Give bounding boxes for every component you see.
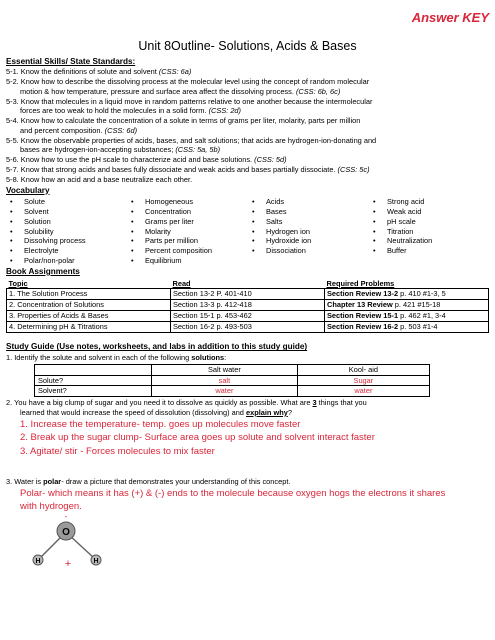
answer-line: 3. Agitate/ stir - Forces molecules to mix faster [20,445,215,457]
col-kool-aid: Kool- aid [297,364,429,375]
vocab-term: • Electrolyte [10,246,127,256]
answer-cell: water [152,386,298,397]
standard-item: 5-3. Know that molecules in a liquid move in random patterns relative to one another because the intermolecular [6,96,373,106]
topic-cell: 4. Determining pH & Titrations [7,322,171,333]
solute-solvent-table [34,364,430,397]
water-molecule-svg [26,514,116,584]
table-row [35,375,430,386]
read-cell: Section 13-2 P. 401-410 [171,289,325,300]
col-salt-water: Salt water [152,364,298,375]
vocab-term: • Grams per liter [131,217,248,227]
answer-cell: water [297,386,429,397]
standard-item: 5-1. Know the definitions of solute and solvent (CSS: 6a) [6,67,192,77]
standard-item: 5-7. Know that strong acids and bases fully dissociate and weak acids and bases partially dissociate. (CSS: 5c) [6,164,370,174]
oxygen-label: O [62,527,70,539]
page-title: Unit 8Outline- Solutions, Acids & Bases [138,39,357,53]
study-guide-heading: Study Guide (Use notes, worksheets, and labs in addition to this study guide) [6,342,308,352]
vocabulary-heading: Vocabulary [6,185,50,195]
answer-cell: Sugar [297,375,429,386]
vocab-term: • Salts [252,217,369,227]
question-3: 3. Water is polar- draw a picture that demonstrates your understanding of this concept. [6,477,291,487]
standard-item: 5-6. Know how to use the pH scale to characterize acid and base solutions. (CSS: 5d) [6,155,287,165]
vocab-term: • Buffer [373,246,483,256]
table-row [35,386,430,397]
vocab-term: • Molarity [131,227,248,237]
negative-charge-label: - [64,514,68,522]
vocab-term: • Solute [10,197,127,207]
vocab-column-3 [248,197,369,265]
answer-line: 1. Increase the temperature- temp. goes up molecules move faster [20,418,301,430]
topic-cell: 3. Properties of Acids & Bases [7,311,171,322]
vocab-term: • Concentration [131,207,248,217]
vocab-term: • Solubility [10,227,127,237]
topic-cell: 1. The Solution Process [7,289,171,300]
col-header-problems: Required Problems [325,279,489,289]
standard-item: 5-5. Know the observable properties of acids, bases, and salt solutions; that acids are hydrogen-ion-donating and [6,135,377,145]
read-cell: Section 13-3 p. 412-418 [171,300,325,311]
vocabulary-columns [6,197,489,265]
vocab-term: • pH scale [373,217,483,227]
question-3-answer: Polar- which means it has (+) & (-) ends to the molecule because oxygen hogs the electrons it shares with hydrogen. [20,488,446,512]
vocab-column-2 [127,197,248,265]
book-assignments-heading: Book Assignments [6,266,80,276]
answer-cell: salt [152,375,298,386]
standard-item: motion & how temperature, pressure and surface area affect the dissolving process. (CSS: 6b, 6c) [20,86,341,96]
vocab-term: • Dissolving process [10,236,127,246]
vocab-term: • Strong acid [373,197,483,207]
table-row [7,311,489,322]
vocab-term: • Polar/non-polar [10,256,127,266]
vocab-term: • Acids [252,197,369,207]
standards-list [6,67,489,184]
standard-item: 5-4. Know how to calculate the concentration of a solute in terms of grams per liter, molarity, parts per million [6,116,361,126]
book-assignments-table [6,279,489,334]
read-cell: Section 15-1 p. 453-462 [171,311,325,322]
table-row [7,289,489,300]
problems-cell: Section Review 13-2 p. 410 #1-3, 5 [325,289,489,300]
standard-item: 5-8. Know how an acid and a base neutralize each other. [6,174,193,184]
vocab-term: • Parts per million [131,236,248,246]
hydrogen-label-left: H [35,558,41,566]
vocab-term: • Hydrogen ion [252,227,369,237]
vocab-term: • Weak acid [373,207,483,217]
water-molecule-drawing [26,514,116,584]
problems-cell: Chapter 13 Review p. 421 #15-18 [325,300,489,311]
row-label: Solute? [35,375,152,386]
vocab-term: • Bases [252,207,369,217]
question-2: 2. You have a big clump of sugar and you need it to dissolve as quickly as possible. What are 3 things that you learned that would increase the speed of dissolution (dissolving) and explain why? [6,398,367,417]
standards-heading: Essential Skills/ State Standards: [6,56,136,66]
vocab-term: • Dissociation [252,246,369,256]
problems-cell: Section Review 16-2 p. 503 #1-4 [325,322,489,333]
vocab-term: • Solvent [10,207,127,217]
vocab-term: • Hydroxide ion [252,236,369,246]
answer-key-label: Answer KEY [411,10,489,25]
vocab-column-1 [6,197,127,265]
vocab-term: • Homogeneous [131,197,248,207]
hydrogen-label-right: H [93,558,99,566]
vocab-term: • Titration [373,227,483,237]
table-row [7,300,489,311]
topic-cell: 2. Concentration of Solutions [7,300,171,311]
standard-item: and percent composition. (CSS: 6d) [20,125,138,135]
answer-line: 2. Break up the sugar clump- Surface area goes up solute and solvent interact faster [20,432,375,444]
problems-cell: Section Review 15-1 p. 462 #1, 3-4 [325,311,489,322]
col-header-read: Read [171,279,325,289]
question-2-answers [6,419,489,459]
vocab-column-4 [369,197,483,265]
vocab-term: • Equilibrium [131,256,248,266]
standard-item: bases are hydrogen-ion-accepting substances; (CSS: 5a, 5b) [20,145,221,155]
table-row [7,322,489,333]
read-cell: Section 16-2 p. 493-503 [171,322,325,333]
positive-charge-label: + [64,558,72,571]
row-label: Solvent? [35,386,152,397]
vocab-term: • Neutralization [373,236,483,246]
vocab-term: • Solution [10,217,127,227]
vocab-term: • Percent composition [131,246,248,256]
question-1: 1. Identify the solute and solvent in each of the following solutions: [6,353,227,363]
standard-item: forces are too weak to hold the molecules in a solid form. (CSS: 2d) [20,106,242,116]
col-header-topic: Topic [7,279,171,289]
standard-item: 5-2. Know how to describe the dissolving process at the molecular level using the concept of random molecular [6,77,370,87]
